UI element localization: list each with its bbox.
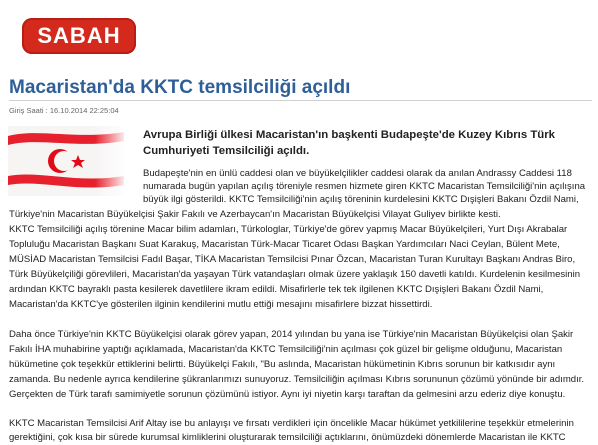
body-line: Fakılı İHA muhabirine yaptığı açıklamada, Macaristan'da KKTC Temsilciliği'nin açılması çok güzel bir gelişme olduğunu, Macaristan: [9, 344, 563, 355]
body-line: Gerçekten de Türk tarafı samimiyetle sorunun çözümünü istiyor. Aynı iyi niyetin karşı taraftan da gelmesini arzu ederiz diye konuştu.: [9, 389, 566, 400]
body-line: MÜSİAD Macaristan Temsilcisi Fadıl Başar, TİKA Macaristan Temsilcisi Pınar Özcan, Macaristan Turan Kurultayı Başkanı Andras Biro,: [9, 254, 576, 265]
body-line: Budapeşte'nin en ünlü caddesi olan ve büyükelçilikler caddesi olarak da anılan Andrassy Caddesi 118: [143, 168, 572, 179]
sabah-logo[interactable]: SABAH: [22, 18, 136, 54]
body-line: Daha önce Türkiye'nin KKTC Büyükelçisi olarak görev yapan, 2014 yılından bu yana ise Türkiye'nin Macaristan Büyükelçisi olan Şakir: [9, 329, 574, 340]
body-line: zamanda. Bu nedenle ayrıca kendilerine şükranlarımızı sunuyoruz. Temsilciliğin açılması Kıbrıs sorununun çözümü yönünde bir adımdır.: [9, 374, 585, 385]
body-line: hükümetine çok teşekkür ettiklerini belirtti. Büyükelçi Fakılı, "Bu aslında, Macaristan hükümetinin Kıbrıs sorunun bir katkısıdır aynı: [9, 359, 556, 370]
publish-date: Giriş Saati : 16.10.2014 22:25:04: [9, 106, 119, 115]
body-line: KKTC Macaristan Temsilcisi Arif Altay ise bu anlayışı ve fırsatı verdikleri için öncelikle Macar hükümet yetkililerine teşekkür etmelerinin: [9, 418, 574, 429]
body-line: büyük ilgi gösterildi. KKTC Temsilciliği'nin açılış töreninin kurdelesini KKTC Dışişleri Bakanı Özdil Nami,: [143, 194, 579, 205]
article-lead: [143, 127, 583, 159]
body-line: KKTC Temsilciliği açılış törenine Macar bilim adamları, Türkologlar, Türkiye'de görev yapmış Macar Büyükelçileri, Yurt Dışı Akrabalar: [9, 224, 568, 235]
body-line: numarada bugün yapılan açılış töreniyle resmen hizmete giren KKTC Macaristan Temsilciliği'nin açılışına: [143, 181, 586, 192]
kktc-flag-image: [8, 126, 124, 196]
body-line: Türkiye'nin Macaristan Büyükelçisi Şakir Fakılı ve Azerbaycan'ın Macaristan Büyükelçisi Vilayat Guliyev birlikte kesti.: [9, 209, 501, 220]
lead-line: Cumhuriyeti Temsilciliği açıldı.: [143, 145, 310, 157]
title-divider: [9, 100, 592, 101]
body-line: gerektiğini, çok kısa bir sürede kurumsal kimliklerini oluşturarak temsilciliği açtıklarını, önümüzdeki dönemlerde Macaristan ile KKTC: [9, 432, 566, 443]
article-title: Macaristan'da KKTC temsilciliği açıldı: [9, 77, 351, 98]
body-line: Macaristan'da KKTC'ye gösterilen ilginin kendilerini mutlu ettiği mesajını misafirlere bizzat hissettirdi.: [9, 299, 433, 310]
body-line: Topluluğu Macaristan Başkanı Suat Karakuş, Macaristan Türk-Macar Ticaret Odası Başkan Yardımcıları Naci Ceylan, Bülent Mete,: [9, 239, 560, 250]
body-line: ardından KKTC bayraklı pasta kesilerek davetlilere ikram edildi. Misafirlerle tek tek ilgilenen KKTC Dışişleri Bakanı Özdil Nami,: [9, 284, 544, 295]
body-line: Türk Büyükelçiliği görevlileri, Macaristan'da yaşayan Türk vatandaşları olmak üzere yaklaşık 150 davetli katıldı. Kurdelenin kesilmesinin: [9, 269, 581, 280]
lead-line: Avrupa Birliği ülkesi Macaristan'ın başkenti Budapeşte'de Kuzey Kıbrıs Türk: [143, 129, 556, 141]
